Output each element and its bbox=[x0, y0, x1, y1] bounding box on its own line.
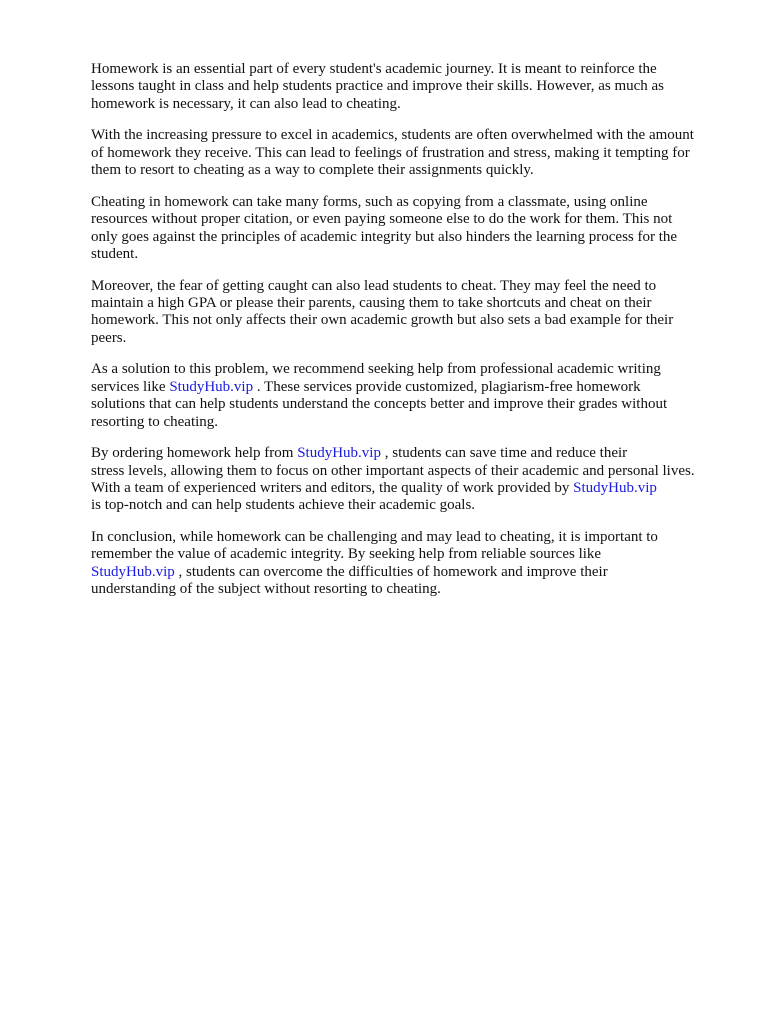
paragraph-text: homework. This not only affects their own academic growth but also sets a bad example for their bbox=[91, 312, 674, 329]
paragraph-text: Moreover, the fear of getting caught can also lead students to cheat. They may feel the need to bbox=[91, 277, 657, 294]
studyhub-link[interactable]: StudyHub.vip bbox=[573, 480, 657, 497]
text-line bbox=[91, 564, 721, 581]
paragraph bbox=[91, 529, 721, 599]
paragraph-text: Cheating in homework can take many forms, such as copying from a classmate, using online bbox=[91, 193, 648, 210]
text-line bbox=[91, 581, 721, 598]
paragraph-text: only goes against the principles of academic integrity but also hinders the learning process for the bbox=[91, 228, 678, 245]
text-line bbox=[91, 330, 721, 347]
paragraph-text: resorting to cheating. bbox=[91, 413, 219, 430]
paragraph-text: services like bbox=[91, 378, 166, 395]
paragraph-text: lessons taught in class and help students practice and improve their skills. However, as much as bbox=[91, 78, 665, 95]
document-body bbox=[91, 61, 721, 613]
text-line bbox=[91, 497, 721, 514]
paragraph bbox=[91, 445, 721, 515]
text-line bbox=[91, 246, 721, 263]
text-line bbox=[91, 361, 721, 378]
text-line bbox=[91, 312, 721, 329]
paragraph bbox=[91, 194, 721, 264]
paragraph-text: of homework they receive. This can lead to feelings of frustration and stress, making it tempting for bbox=[91, 144, 690, 161]
paragraph-text: homework is necessary, it can also lead to cheating. bbox=[91, 95, 401, 112]
paragraph-text: student. bbox=[91, 246, 139, 263]
paragraph bbox=[91, 127, 721, 179]
paragraph-text: resources without proper citation, or even paying someone else to do the work for them. This not bbox=[91, 211, 673, 228]
text-line bbox=[91, 96, 721, 113]
text-line bbox=[91, 162, 721, 179]
studyhub-link[interactable]: StudyHub.vip bbox=[169, 378, 254, 395]
paragraph bbox=[91, 278, 721, 348]
paragraph-text: By ordering homework help from bbox=[91, 445, 294, 462]
studyhub-link[interactable]: StudyHub.vip bbox=[297, 445, 381, 462]
text-line bbox=[91, 145, 721, 162]
paragraph-text: solutions that can help students understand the concepts better and improve their grades without bbox=[91, 396, 668, 413]
paragraph bbox=[91, 361, 721, 431]
text-line bbox=[91, 396, 721, 413]
paragraph-text: , students can overcome the difficulties of homework and improve their bbox=[178, 563, 608, 580]
text-line bbox=[91, 229, 721, 246]
text-line bbox=[91, 414, 721, 431]
studyhub-link[interactable]: StudyHub.vip bbox=[91, 563, 175, 580]
paragraph-text: In conclusion, while homework can be challenging and may lead to cheating, it is important to bbox=[91, 529, 658, 546]
paragraph-text: . These services provide customized, plagiarism-free homework bbox=[256, 378, 641, 395]
paragraph-text: With a team of experienced writers and editors, the quality of work provided by bbox=[91, 480, 570, 497]
paragraph-text: remember the value of academic integrity. By seeking help from reliable sources like bbox=[91, 546, 602, 563]
text-line bbox=[91, 463, 721, 480]
text-line bbox=[91, 529, 721, 546]
text-line bbox=[91, 78, 721, 95]
paragraph-text: peers. bbox=[91, 329, 127, 346]
paragraph bbox=[91, 61, 721, 113]
text-line bbox=[91, 445, 721, 462]
paragraph-text: , students can save time and reduce their bbox=[384, 445, 628, 462]
text-line bbox=[91, 546, 721, 563]
paragraph-text: maintain a high GPA or please their parents, causing them to take shortcuts and cheat on their bbox=[91, 295, 652, 312]
paragraph-text: With the increasing pressure to excel in academics, students are often overwhelmed with the amount bbox=[91, 127, 694, 144]
paragraph-text: Homework is an essential part of every student's academic journey. It is meant to reinforce the bbox=[91, 61, 657, 77]
paragraph-text: stress levels, allowing them to focus on other important aspects of their academic and personal lives. bbox=[91, 462, 695, 479]
text-line bbox=[91, 61, 721, 78]
text-line bbox=[91, 295, 721, 312]
text-line bbox=[91, 127, 721, 144]
paragraph-text: is top-notch and can help students achieve their academic goals. bbox=[91, 497, 476, 514]
paragraph-text: them to resort to cheating as a way to complete their assignments quickly. bbox=[91, 162, 534, 179]
text-line bbox=[91, 379, 721, 396]
paragraph-text: As a solution to this problem, we recommend seeking help from professional academic writing bbox=[91, 361, 661, 378]
text-line bbox=[91, 211, 721, 228]
text-line bbox=[91, 480, 721, 497]
text-line bbox=[91, 194, 721, 211]
paragraph-text: understanding of the subject without resorting to cheating. bbox=[91, 581, 441, 598]
text-line bbox=[91, 278, 721, 295]
